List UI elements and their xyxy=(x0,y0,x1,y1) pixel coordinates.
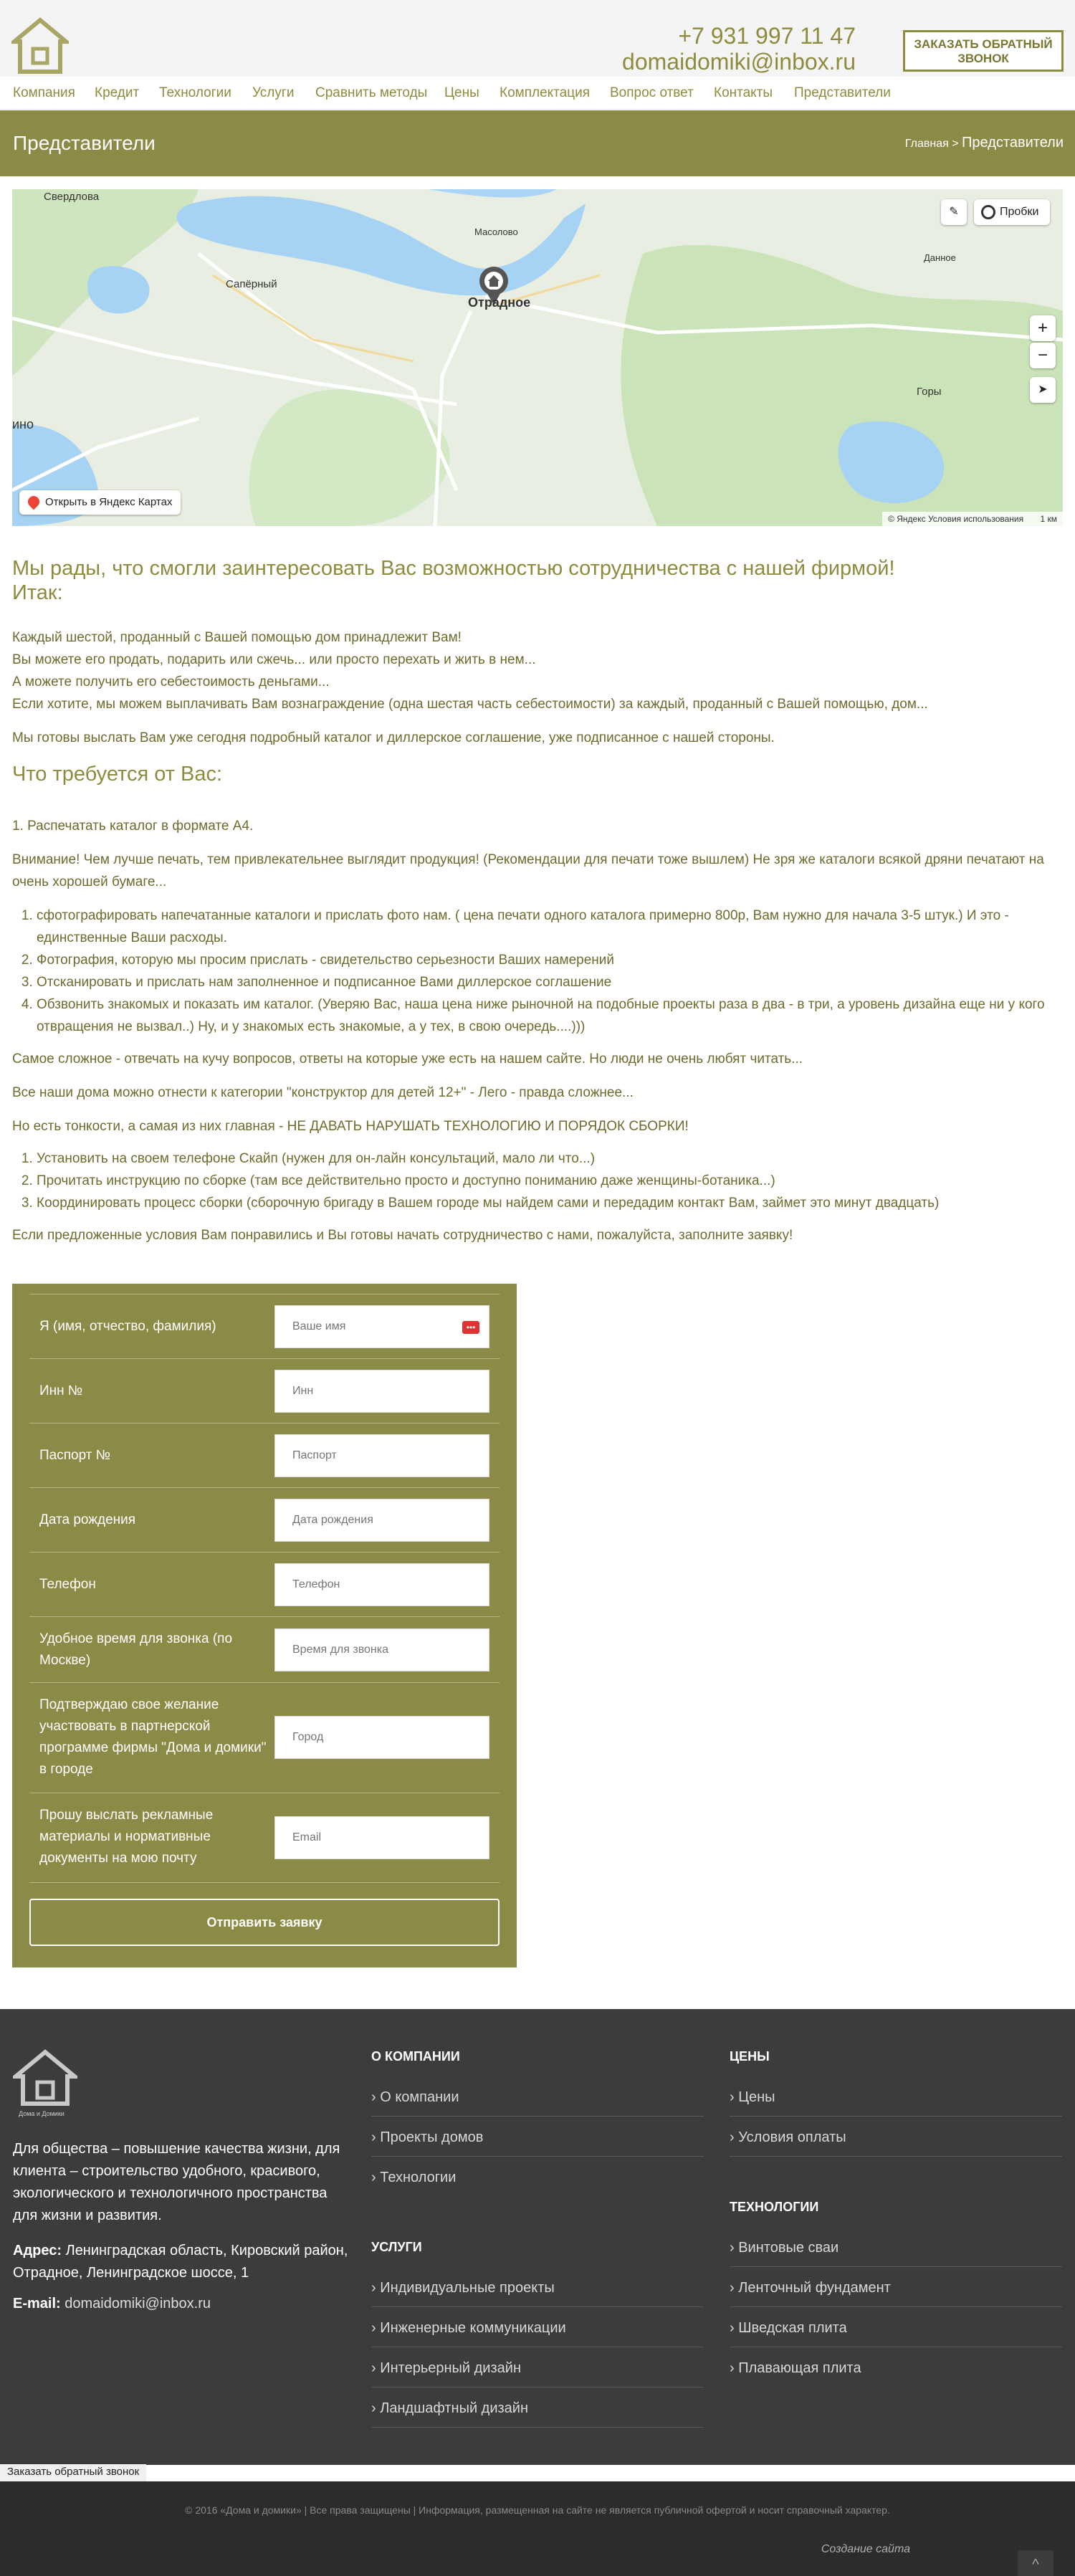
form-row-name xyxy=(29,1294,500,1358)
nav-item-technologies[interactable]: Технологии xyxy=(159,85,231,100)
main-content xyxy=(12,556,1063,1246)
form-row-inn xyxy=(29,1358,500,1423)
content-heading-sub: Итак: xyxy=(12,581,63,604)
email-input[interactable] xyxy=(274,1816,489,1859)
nav-item-representatives[interactable]: Представители xyxy=(794,85,891,100)
footer-link[interactable]: › Инженерные коммуникации xyxy=(371,2320,566,2336)
footer-email xyxy=(13,2296,211,2312)
nav-item-services[interactable]: Услуги xyxy=(252,85,295,100)
form-label: Дата рождения xyxy=(39,1512,136,1527)
form-row-birthdate xyxy=(29,1487,500,1552)
open-yandex-maps-button[interactable] xyxy=(19,490,181,515)
passport-input[interactable] xyxy=(274,1434,489,1477)
form-row-phone xyxy=(29,1552,500,1616)
house-logo-icon[interactable] xyxy=(11,17,69,75)
form-row-city xyxy=(29,1682,500,1793)
intro-line: А можете получить его себестоимость деньгами... xyxy=(12,674,330,690)
traffic-label: Пробки xyxy=(1000,206,1039,218)
call-time-input[interactable] xyxy=(274,1628,489,1671)
autofill-icon[interactable]: ••• xyxy=(462,1321,479,1334)
list-item: 1. Установить на своем телефоне Скайп (нужен для он-лайн консультаций, мало ли что...) xyxy=(37,1148,1063,1170)
hard-part-text: Самое сложное - отвечать на кучу вопросов, ответы на которые уже есть на нашем сайте. Но люди не очень любят читать... xyxy=(12,1051,803,1067)
copyright-text: © 2016 «Дома и домики» | Все права защищены | Информация, размещенная на сайте не является публичной офертой и носит справочный характер. xyxy=(185,2504,890,2516)
map-copyright-text[interactable]: © Яндекс Условия использования xyxy=(888,514,1024,524)
nav-item-company[interactable]: Компания xyxy=(13,85,75,100)
footer-logo-text: Дома и Домики xyxy=(19,2110,64,2117)
footer-link[interactable]: › Индивидуальные проекты xyxy=(371,2280,555,2296)
footer-link[interactable]: › Технологии xyxy=(371,2170,457,2185)
intro-line: Каждый шестой, проданный с Вашей помощью дом принадлежит Вам! xyxy=(12,630,462,645)
breadcrumb-current: Представители xyxy=(962,135,1064,151)
partner-application-form xyxy=(12,1284,517,1967)
footer-link[interactable]: › Винтовые сваи xyxy=(730,2240,839,2256)
header-phone[interactable]: +7 931 997 11 47 xyxy=(678,23,856,49)
email-label: E-mail: xyxy=(13,2296,61,2312)
list-item: 1. сфотографировать напечатанные каталоги и прислать фото нам. ( цена печати одного каталога примерно 800р, Вам нужно для начала 3-5 штук.) И это - единственные Ваши расходы. xyxy=(37,905,1063,949)
breadcrumb-separator: > xyxy=(952,138,959,150)
intro-line: Вы можете его продать, подарить или сжечь... или просто перехать и жить в нем... xyxy=(12,652,536,667)
requirements-heading: Что требуется от Вас: xyxy=(12,763,223,786)
map-label: Данное xyxy=(924,252,956,263)
footer-link[interactable]: › Ландшафтный дизайн xyxy=(371,2400,529,2416)
map-terrain xyxy=(12,189,1063,526)
breadcrumb xyxy=(905,135,1064,151)
form-row-email xyxy=(29,1793,500,1883)
scroll-to-top-icon[interactable]: ^ xyxy=(1018,2550,1054,2576)
form-label: Удобное время для звонка (по Москве) xyxy=(39,1631,233,1668)
ruler-icon[interactable]: ✎ xyxy=(941,199,967,225)
map-label: Отрадное xyxy=(468,295,531,310)
site-footer xyxy=(0,2009,1075,2465)
address-label: Адрес: xyxy=(13,2243,62,2258)
step-one: 1. Распечатать каталог в формате А4. xyxy=(12,819,254,834)
closing-text: Если предложенные условия Вам понравились и Вы готовы начать сотрудничество с нами, пожалуйста, заполните заявку! xyxy=(12,1228,793,1243)
footer-about: Для общества – повышение качества жизни, для клиента – строительство удобного, красивого, экологического и технологичного пространства для жизни и развития. xyxy=(13,2141,340,2223)
inn-input[interactable] xyxy=(274,1370,489,1413)
traffic-button[interactable] xyxy=(974,199,1050,225)
open-yandex-label: Открыть в Яндекс Картах xyxy=(45,496,173,508)
footer-link[interactable]: › Условия оплаты xyxy=(730,2129,846,2145)
zoom-out-button[interactable]: − xyxy=(1030,343,1056,368)
submit-application-button[interactable]: Отправить заявку xyxy=(29,1899,500,1946)
footer-address xyxy=(13,2240,350,2284)
steps-list xyxy=(12,905,1063,1038)
assembly-list xyxy=(12,1148,1063,1214)
name-input[interactable] xyxy=(274,1305,489,1348)
house-logo-icon xyxy=(13,2049,77,2107)
list-item: 2. Фотография, которую мы просим прислать - свидетельство серьезности Ваших намерений xyxy=(37,949,1063,971)
form-label: Телефон xyxy=(39,1577,96,1592)
nav-item-equipment[interactable]: Комплектация xyxy=(500,85,591,100)
intro-line: Если хотите, мы можем выплачивать Вам вознаграждение (одна шестая часть себестоимости) за каждый, проданный с Вашей помощью, дом... xyxy=(12,697,928,712)
form-row-passport xyxy=(29,1423,500,1487)
footer-heading-technologies: ТЕХНОЛОГИИ xyxy=(730,2200,819,2214)
nav-item-contacts[interactable]: Контакты xyxy=(714,85,773,100)
yandex-map[interactable] xyxy=(12,189,1063,526)
form-label: Прошу выслать рекламные материалы и нормативные документы на мою почту xyxy=(39,1808,214,1866)
birthdate-input[interactable] xyxy=(274,1499,489,1542)
footer-link[interactable]: › Интерьерный дизайн xyxy=(371,2360,521,2376)
form-label: Подтверждаю свое желание участвовать в партнерской программе фирмы "Дома и домики" в городе xyxy=(39,1697,267,1777)
form-label: Паспорт № xyxy=(39,1448,111,1463)
form-label: Инн № xyxy=(39,1383,83,1398)
callback-button[interactable]: ЗАКАЗАТЬ ОБРАТНЫЙ ЗВОНОК xyxy=(903,30,1064,72)
form-row-call-time xyxy=(29,1616,500,1682)
map-scale: 1 км xyxy=(1040,514,1057,524)
traffic-icon xyxy=(981,205,995,219)
footer-link[interactable]: › Плавающая плита xyxy=(730,2360,861,2376)
map-pin-icon xyxy=(26,494,42,510)
content-heading: Мы рады, что смогли заинтересовать Вас возможностью сотрудничества с нашей фирмой! xyxy=(12,557,895,580)
footer-link[interactable]: › Ленточный фундамент xyxy=(730,2280,891,2296)
nav-item-credit[interactable]: Кредит xyxy=(95,85,140,100)
nav-item-compare[interactable]: Сравнить методы xyxy=(315,85,428,100)
site-header xyxy=(0,0,1075,77)
address-text: Ленинградская область, Кировский район, Отрадное, Ленинградское шоссе, 1 xyxy=(13,2243,348,2281)
list-item: 3. Координировать процесс сборки (сборочную бригаду в Вашем городе мы найдем сами и передадим контакт Вам, займет это минут двадцать) xyxy=(37,1192,1063,1214)
footer-heading-services: УСЛУГИ xyxy=(371,2240,422,2254)
header-email[interactable]: domaidomiki@inbox.ru xyxy=(622,49,856,75)
nav-item-faq[interactable]: Вопрос ответ xyxy=(610,85,694,100)
footer-link[interactable]: › Шведская плита xyxy=(730,2320,847,2336)
footer-link[interactable]: › Цены xyxy=(730,2089,775,2105)
breadcrumb-home[interactable]: Главная xyxy=(904,138,949,150)
catalog-note: Мы готовы выслать Вам уже сегодня подробный каталог и диллерское соглашение, уже подписанное с нашей стороны. xyxy=(12,730,775,745)
site-made-link[interactable]: Создание сайта xyxy=(821,2543,910,2555)
list-item: 2. Прочитать инструкцию по сборке (там все действительно просто и доступно пониманию даже женщины-ботаника...) xyxy=(37,1170,1063,1192)
page-title-bar xyxy=(0,110,1075,176)
zoom-in-button[interactable]: + xyxy=(1030,315,1056,341)
form-label: Я (имя, отчество, фамилия) xyxy=(39,1319,216,1334)
phone-input[interactable] xyxy=(274,1563,489,1606)
map-label: ино xyxy=(12,417,34,431)
footer-link[interactable]: › О компании xyxy=(371,2089,459,2105)
copyright-bar xyxy=(0,2481,1075,2576)
geolocation-icon[interactable]: ➤ xyxy=(1030,377,1056,403)
list-item: 4. Обзвонить знакомых и показать им каталог. (Уверяю Вас, наша цена ниже рыночной на подобные проекты раза в два - в три, а уровень дизайна еще ни у кого отвращения не вызвал..) Ну, и у знакомых есть знакомые, а у тех, в свою очередь....))) xyxy=(37,993,1063,1038)
footer-link[interactable]: › Проекты домов xyxy=(371,2129,484,2145)
map-label: Сапёрный xyxy=(226,278,277,290)
lego-text: Все наши дома можно отнести к категории "конструктор для детей 12+" - Лего - правда сложнее... xyxy=(12,1085,634,1100)
page-title: Представители xyxy=(13,132,156,154)
map-label: Масолово xyxy=(474,226,518,237)
footer-heading-prices: ЦЕНЫ xyxy=(730,2049,770,2064)
city-input[interactable] xyxy=(274,1716,489,1759)
list-item: 3. Отсканировать и прислать нам заполненное и подписанное Вами диллерское соглашение xyxy=(37,971,1063,993)
callback-tab-button[interactable]: Заказать обратный звонок xyxy=(0,2464,146,2481)
nav-item-prices[interactable]: Цены xyxy=(444,85,479,100)
map-label: Свердлова xyxy=(44,191,100,203)
subtlety-text: Но есть тонкости, а самая из них главная - НЕ ДАВАТЬ НАРУШАТЬ ТЕХНОЛОГИЮ И ПОРЯДОК СБОРКИ! xyxy=(12,1119,689,1134)
main-nav xyxy=(0,77,1075,110)
footer-heading-company: О КОМПАНИИ xyxy=(371,2049,460,2064)
map-label: Горы xyxy=(917,386,942,398)
map-copyright xyxy=(882,512,1063,526)
print-warning: Внимание! Чем лучше печать, тем привлекательнее выглядит продукция! (Рекомендации для печати тоже вышлем) Не зря же каталоги всякой дряни печатают на очень хорошей бумаге... xyxy=(12,852,1044,889)
footer-logo[interactable] xyxy=(13,2049,77,2121)
email-link[interactable]: domaidomiki@inbox.ru xyxy=(64,2296,211,2312)
